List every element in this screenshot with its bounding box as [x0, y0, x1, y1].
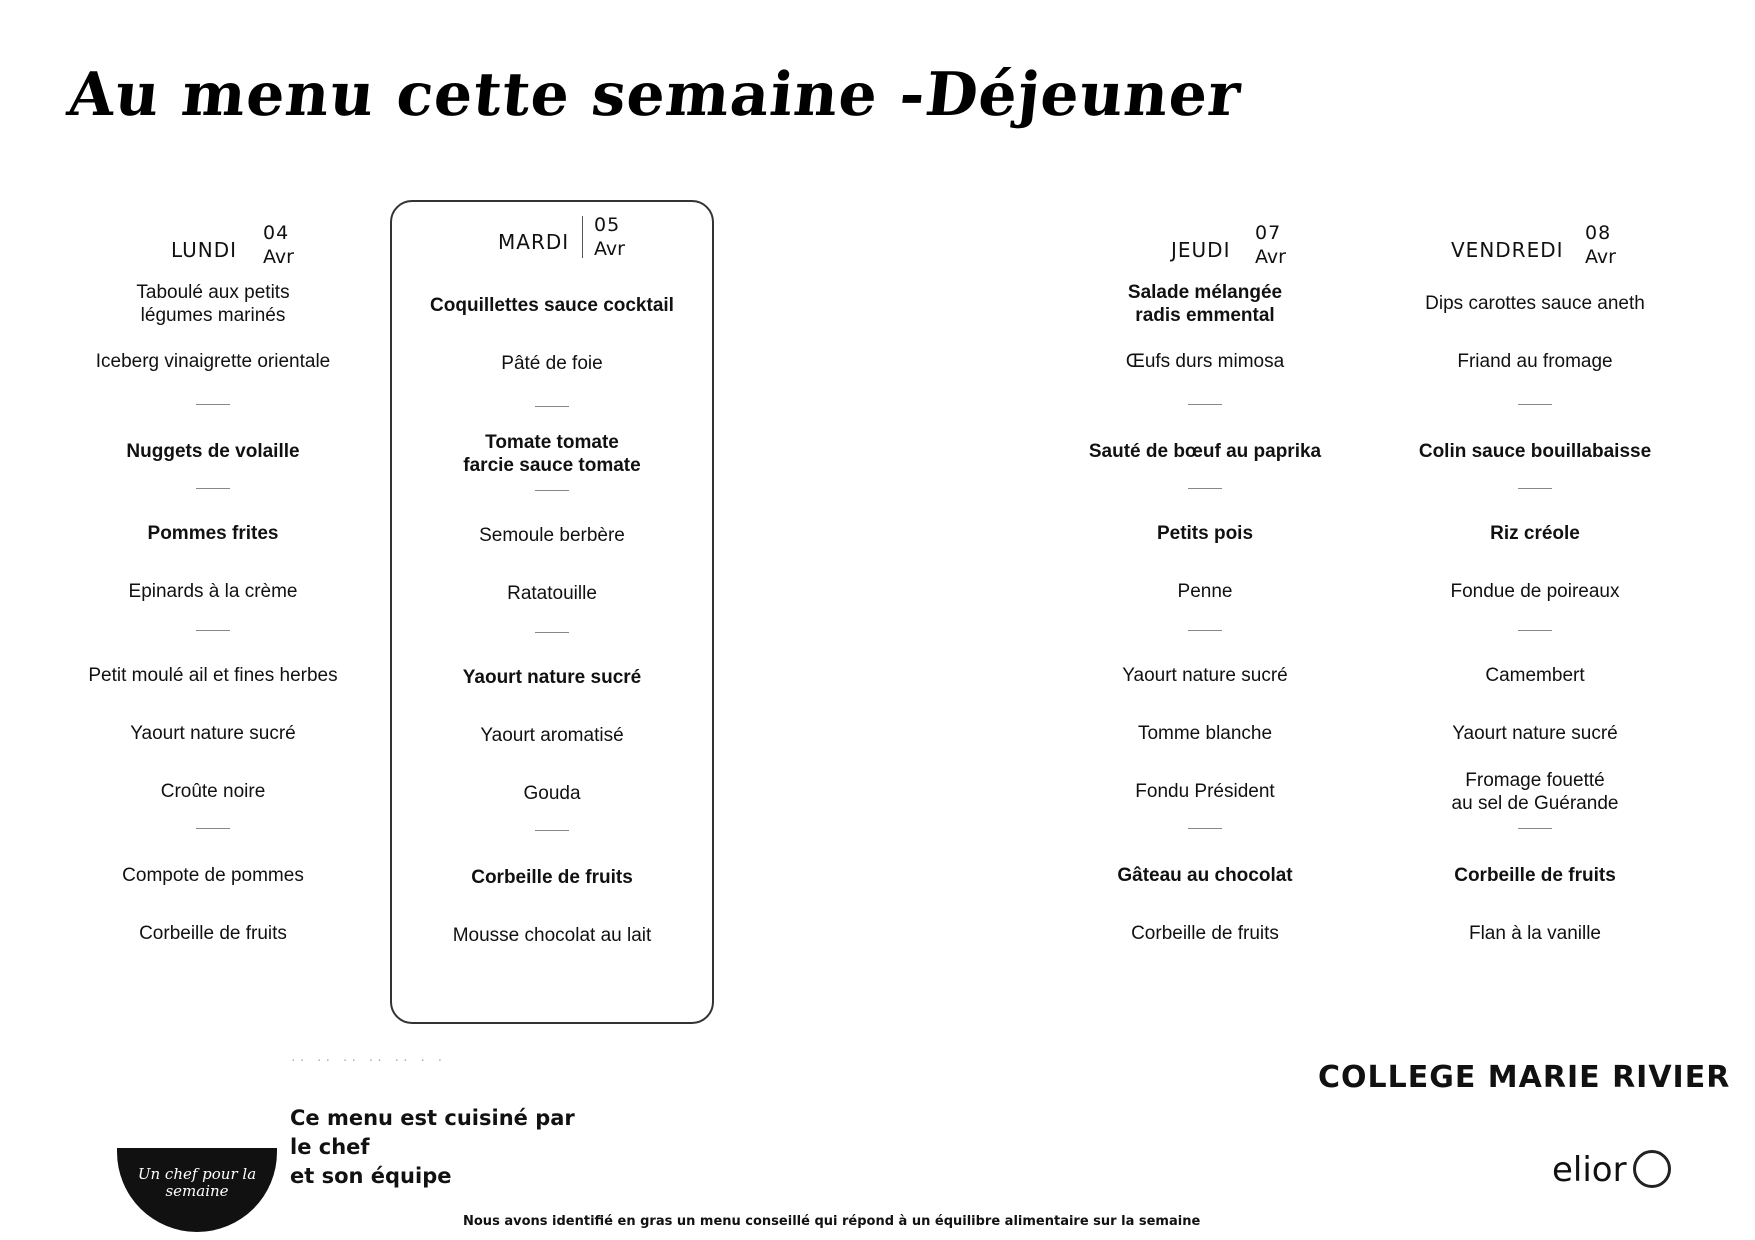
course-separator: [196, 488, 230, 489]
menu-item: Yaourt nature sucré: [1122, 665, 1288, 686]
header-divider: [582, 216, 583, 258]
menu-item: Yaourt aromatisé: [480, 725, 624, 746]
menu-item: Yaourt nature sucré: [1452, 723, 1618, 744]
day-name: JEUDI: [1171, 238, 1231, 262]
menu-item: Fondu Président: [1135, 781, 1275, 802]
menu-item: Taboulé aux petits légumes marinés: [136, 282, 290, 326]
school-name: COLLEGE MARIE RIVIER: [1318, 1060, 1731, 1095]
page-title: Au menu cette semaine -Déjeuner: [64, 60, 1245, 130]
menu-item: Fondue de poireaux: [1450, 581, 1620, 602]
course-separator: [196, 828, 230, 829]
chef-logo: [117, 1148, 277, 1232]
menu-item: Penne: [1177, 581, 1233, 602]
day-header: [1045, 216, 1365, 270]
menu-item: Coquillettes sauce cocktail: [430, 295, 674, 316]
menu-item: Iceberg vinaigrette orientale: [95, 351, 331, 372]
menu-item: Tomate tomate farcie sauce tomate: [463, 432, 641, 476]
day-header: [53, 216, 373, 270]
course-separator: [535, 490, 569, 491]
menu-item: Gâteau au chocolat: [1117, 865, 1293, 886]
footnote: Nous avons identifié en gras un menu conseillé qui répond à un équilibre alimentaire sur la semaine: [463, 1214, 1201, 1229]
course-separator: [1518, 828, 1552, 829]
course-separator: [1518, 488, 1552, 489]
elior-mark-icon: [1633, 1150, 1671, 1188]
menu-item: Corbeille de fruits: [139, 923, 287, 944]
menu-item: Petits pois: [1156, 523, 1254, 544]
elior-logo: [1552, 1150, 1671, 1191]
chef-line: le chef: [290, 1135, 370, 1159]
menu-item: Pâté de foie: [501, 353, 603, 374]
course-separator: [1188, 828, 1222, 829]
day-number: 08: [1585, 222, 1612, 244]
menu-item: Ratatouille: [507, 583, 597, 604]
menu-item: Camembert: [1485, 665, 1585, 686]
course-separator: [1518, 630, 1552, 631]
menu-item: Yaourt nature sucré: [462, 667, 642, 688]
menu-item: Tomme blanche: [1137, 723, 1273, 744]
menu-item: Epinards à la crème: [128, 581, 298, 602]
menu-item: Pommes frites: [147, 523, 279, 544]
menu-item: Fromage fouetté au sel de Guérande: [1451, 770, 1619, 814]
course-separator: [1188, 404, 1222, 405]
day-column-mardi: [390, 200, 714, 1024]
day-name: MARDI: [498, 230, 570, 254]
menu-item: Corbeille de fruits: [471, 867, 633, 888]
menu-item: Salade mélangée radis emmental: [1127, 282, 1283, 326]
day-header: [392, 208, 712, 262]
chef-statement: [290, 1104, 575, 1191]
day-month: Avr: [1255, 246, 1286, 268]
menu-item: Corbeille de fruits: [1131, 923, 1279, 944]
day-header: [1375, 216, 1695, 270]
menu-item: Yaourt nature sucré: [130, 723, 296, 744]
course-separator: [535, 632, 569, 633]
menu-item: Riz créole: [1490, 523, 1580, 544]
course-separator: [1518, 404, 1552, 405]
menu-item: Œufs durs mimosa: [1125, 351, 1285, 372]
menu-item: Nuggets de volaille: [126, 441, 300, 462]
course-separator: [196, 630, 230, 631]
menu-item: Corbeille de fruits: [1454, 865, 1616, 886]
course-separator: [1188, 488, 1222, 489]
day-month: Avr: [263, 246, 294, 268]
menu-item: Flan à la vanille: [1468, 923, 1602, 944]
menu-item: Colin sauce bouillabaisse: [1418, 441, 1652, 462]
menu-item: Compote de pommes: [122, 865, 304, 886]
menu-item: Semoule berbère: [479, 525, 625, 546]
day-month: Avr: [1585, 246, 1616, 268]
day-month: Avr: [594, 238, 625, 260]
day-number: 05: [594, 214, 621, 236]
menu-item: Dips carottes sauce aneth: [1425, 293, 1645, 314]
logo-text: Un chef pour la semaine: [137, 1165, 257, 1200]
menu-item: Petit moulé ail et fines herbes: [88, 665, 338, 686]
day-name: VENDREDI: [1451, 238, 1564, 262]
menu-item: Mousse chocolat au lait: [452, 925, 652, 946]
course-separator: [535, 406, 569, 407]
course-separator: [1188, 630, 1222, 631]
chef-line: et son équipe: [290, 1164, 452, 1188]
course-separator: [535, 830, 569, 831]
day-number: 07: [1255, 222, 1282, 244]
menu-item: Friand au fromage: [1457, 351, 1613, 372]
brand-name: elior: [1552, 1150, 1627, 1190]
menu-item: Sauté de bœuf au paprika: [1088, 441, 1322, 462]
course-separator: [196, 404, 230, 405]
faint-scan-marks: ·· ·· ·· ·· ·· · ·: [290, 1054, 446, 1067]
day-name: LUNDI: [171, 238, 238, 262]
menu-item: Gouda: [523, 783, 581, 804]
menu-item: Croûte noire: [160, 781, 266, 802]
day-number: 04: [263, 222, 290, 244]
chef-line: Ce menu est cuisiné par: [290, 1106, 575, 1130]
